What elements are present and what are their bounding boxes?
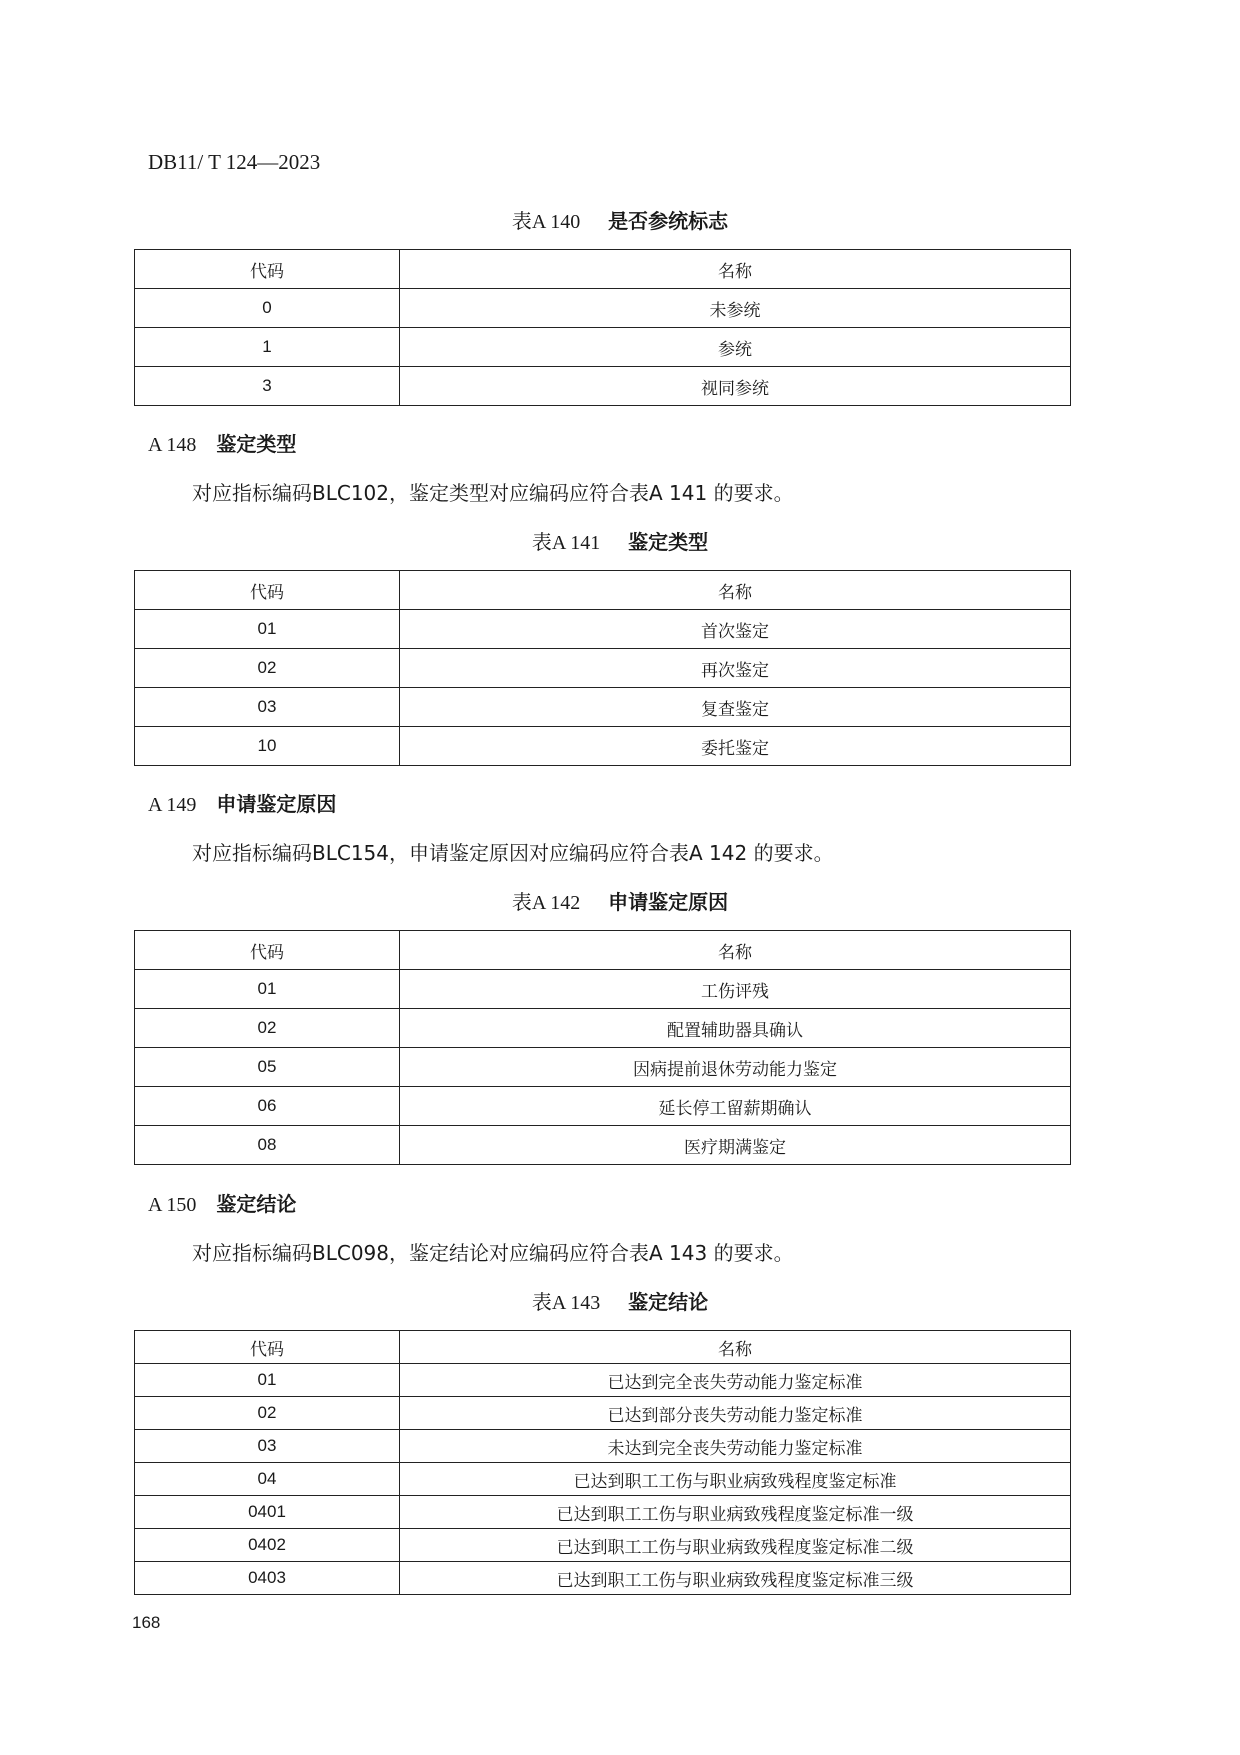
header-name: 名称 xyxy=(400,250,1071,289)
section-heading xyxy=(148,428,296,457)
table-row xyxy=(135,1048,1071,1087)
page-number: 168 xyxy=(132,1613,161,1632)
table-row xyxy=(135,1126,1071,1165)
table-title: 鉴定结论 xyxy=(628,1290,709,1314)
cell-code: 01 xyxy=(135,1364,400,1397)
table-header-row xyxy=(135,1331,1071,1364)
cell-code: 06 xyxy=(135,1087,400,1126)
table-title: 申请鉴定原因 xyxy=(608,890,729,914)
table-caption xyxy=(0,886,1240,915)
section-title: 申请鉴定原因 xyxy=(216,792,337,816)
table-title: 是否参统标志 xyxy=(608,209,729,233)
cell-name: 因病提前退休劳动能力鉴定 xyxy=(400,1048,1071,1087)
table-caption xyxy=(0,526,1240,555)
table-row xyxy=(135,1364,1071,1397)
code-table xyxy=(134,570,1071,766)
cell-name: 首次鉴定 xyxy=(400,610,1071,649)
section-title: 鉴定类型 xyxy=(216,432,297,456)
document-code: DB11/ T 124—2023 xyxy=(148,150,321,174)
table-row xyxy=(135,1397,1071,1430)
cell-code: 03 xyxy=(135,688,400,727)
cell-code: 08 xyxy=(135,1126,400,1165)
cell-name: 配置辅助器具确认 xyxy=(400,1009,1071,1048)
header-name: 名称 xyxy=(400,1331,1071,1364)
cell-name: 工伤评残 xyxy=(400,970,1071,1009)
cell-code: 3 xyxy=(135,367,400,406)
table-row xyxy=(135,610,1071,649)
table-row xyxy=(135,328,1071,367)
paragraph: 对应指标编码BLC102，鉴定类型对应编码应符合表A 141 的要求。 xyxy=(192,481,794,505)
table-number: 表A 143 xyxy=(531,1292,601,1314)
section-heading xyxy=(148,1188,296,1217)
section-number: A 149 xyxy=(148,794,197,816)
cell-name: 已达到职工工伤与职业病致残程度鉴定标准三级 xyxy=(400,1562,1071,1595)
cell-code: 0 xyxy=(135,289,400,328)
table-number: 表A 140 xyxy=(511,211,581,233)
cell-name: 未达到完全丧失劳动能力鉴定标准 xyxy=(400,1430,1071,1463)
table-caption xyxy=(0,205,1240,234)
header-name: 名称 xyxy=(400,931,1071,970)
table-row xyxy=(135,1430,1071,1463)
cell-code: 1 xyxy=(135,328,400,367)
table-row xyxy=(135,970,1071,1009)
table-row xyxy=(135,1087,1071,1126)
cell-name: 复查鉴定 xyxy=(400,688,1071,727)
table-caption xyxy=(0,1286,1240,1315)
cell-name: 未参统 xyxy=(400,289,1071,328)
paragraph: 对应指标编码BLC098，鉴定结论对应编码应符合表A 143 的要求。 xyxy=(192,1241,794,1265)
cell-name: 延长停工留薪期确认 xyxy=(400,1087,1071,1126)
cell-name: 已达到职工工伤与职业病致残程度鉴定标准二级 xyxy=(400,1529,1071,1562)
header-name: 名称 xyxy=(400,571,1071,610)
cell-code: 01 xyxy=(135,970,400,1009)
header-code: 代码 xyxy=(135,1331,400,1364)
table-row xyxy=(135,1529,1071,1562)
table-header-row xyxy=(135,571,1071,610)
cell-code: 05 xyxy=(135,1048,400,1087)
cell-name: 已达到职工工伤与职业病致残程度鉴定标准 xyxy=(400,1463,1071,1496)
cell-name: 已达到完全丧失劳动能力鉴定标准 xyxy=(400,1364,1071,1397)
table-header-row xyxy=(135,931,1071,970)
header-code: 代码 xyxy=(135,571,400,610)
cell-code: 0401 xyxy=(135,1496,400,1529)
table-number: 表A 141 xyxy=(531,532,601,554)
paragraph: 对应指标编码BLC154，申请鉴定原因对应编码应符合表A 142 的要求。 xyxy=(192,841,834,865)
table-title: 鉴定类型 xyxy=(628,530,709,554)
section-heading xyxy=(148,788,336,817)
cell-name: 再次鉴定 xyxy=(400,649,1071,688)
cell-name: 已达到职工工伤与职业病致残程度鉴定标准一级 xyxy=(400,1496,1071,1529)
cell-name: 已达到部分丧失劳动能力鉴定标准 xyxy=(400,1397,1071,1430)
cell-code: 03 xyxy=(135,1430,400,1463)
code-table xyxy=(134,249,1071,406)
table-row xyxy=(135,1496,1071,1529)
header-code: 代码 xyxy=(135,250,400,289)
table-row xyxy=(135,649,1071,688)
table-row xyxy=(135,1562,1071,1595)
table-row xyxy=(135,289,1071,328)
table-row xyxy=(135,1463,1071,1496)
table-header-row xyxy=(135,250,1071,289)
cell-code: 0403 xyxy=(135,1562,400,1595)
cell-code: 02 xyxy=(135,1397,400,1430)
table-row xyxy=(135,688,1071,727)
cell-code: 01 xyxy=(135,610,400,649)
cell-name: 视同参统 xyxy=(400,367,1071,406)
table-number: 表A 142 xyxy=(511,892,581,914)
header-code: 代码 xyxy=(135,931,400,970)
cell-name: 参统 xyxy=(400,328,1071,367)
cell-name: 医疗期满鉴定 xyxy=(400,1126,1071,1165)
cell-code: 10 xyxy=(135,727,400,766)
cell-code: 0402 xyxy=(135,1529,400,1562)
cell-code: 04 xyxy=(135,1463,400,1496)
section-number: A 150 xyxy=(148,1194,197,1216)
table-row xyxy=(135,1009,1071,1048)
section-number: A 148 xyxy=(148,434,197,456)
table-row xyxy=(135,727,1071,766)
code-table xyxy=(134,1330,1071,1595)
cell-name: 委托鉴定 xyxy=(400,727,1071,766)
table-row xyxy=(135,367,1071,406)
code-table xyxy=(134,930,1071,1165)
cell-code: 02 xyxy=(135,1009,400,1048)
section-title: 鉴定结论 xyxy=(216,1192,297,1216)
cell-code: 02 xyxy=(135,649,400,688)
